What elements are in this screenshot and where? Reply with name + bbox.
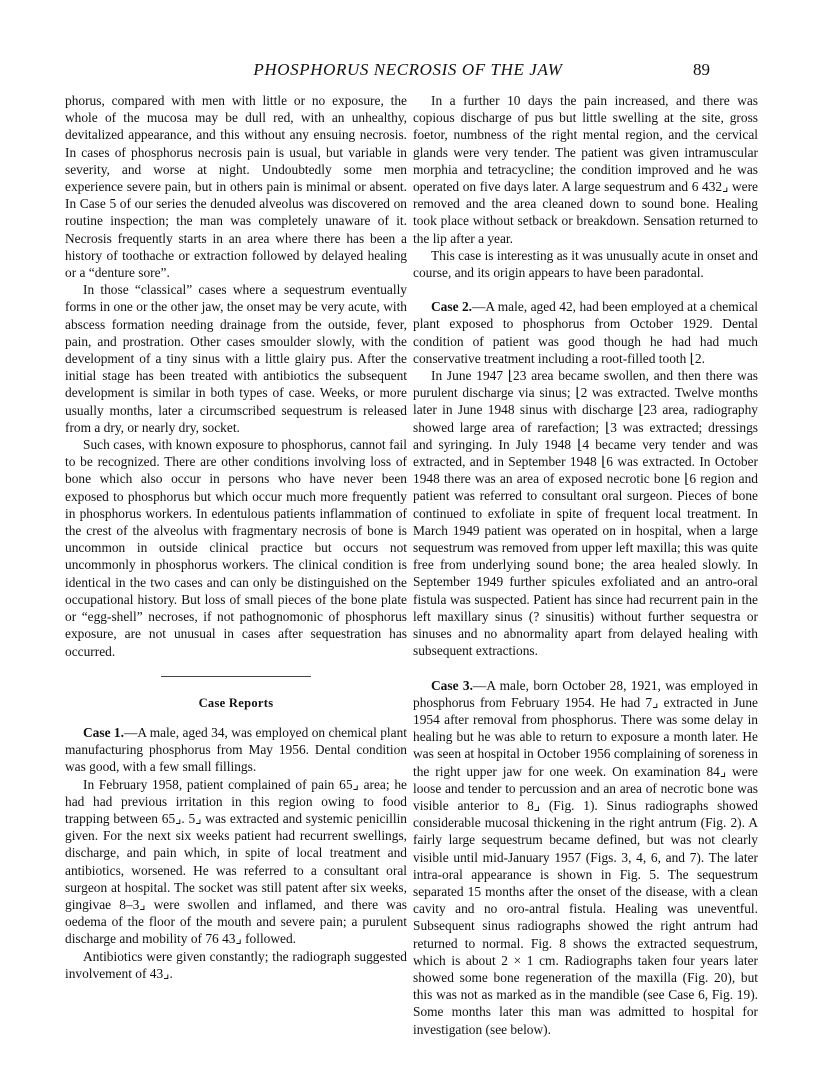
running-title: PHOSPHORUS NECROSIS OF THE JAW [253,60,563,79]
section-heading-case-reports: Case Reports [198,695,274,710]
case1-intro-text: —A male, aged 34, was employed on chemical plant manufacturing phosphorus from May 1956. Dental condition was good, with a few small fillings. [65,724,407,775]
page-number: 89 [693,60,710,79]
case1-history: In February 1958, patient complained of pain 65⌟ area; he had had previous irritation in this region owing to food trapping between 65⌟. 5⌟ was extracted and systemic penicillin given. For the next six weeks patient had recurrent swellings, discharge, and pain which, in spite of local treatment and antibiotics, worsened. He was referred to a consultant oral surgeon at hospital. The socket was still patent after six weeks, gingivae 8–3⌟ were swollen and inflamed, and there was oedema of the floor of the mouth and severe pain; a purulent discharge and mobility of 76 43⌟ followed. [65,776,407,947]
case3-report [413,677,758,1038]
section-divider [161,676,311,677]
case2-intro [413,298,758,367]
case2-history: In June 1947 ⌊23 area became swollen, and then there was purulent discharge via sinus; ⌊2 was extracted. Twelve months later in June 1948 sinus with discharge ⌊23 area, radiography showed large area of rarefaction; ⌊3 was extracted; dressings and syringing. In July 1948 ⌊4 became very tender and was extracted, and in September 1948 ⌊6 was extracted. In October 1948 there was an area of exposed necrotic bone ⌊6 region and patient was referred to consultant oral surgeon. Pieces of bone continued to exfoliate in spite of frequent local treatment. In March 1949 patient was operated on in hospital, when a large sequestrum was removed from upper left maxilla; this was quite free from underlying sound bone; the area healed slowly. In September 1949 further spicules exfoliated and an antro-oral fistula was suspected. Patient has since had recurrent pain in the left maxillary sinus (? sinusitis) without further sequestra or sinuses and no abnormality apart from delayed healing with subsequent extractions. [413,368,758,659]
case1-intro [65,724,407,776]
case2-label: Case 2. [431,299,472,315]
paragraph-exposure-mucosa: phorus, compared with men with little or no exposure, the whole of the mucosa may be dull red, with an unhealthy, devitalized appearance, and this without any ensuing necrosis. In cases of phosphorus necrosis pain is usual, but variable in severity, and worse at night. Undoubtedly some men experience severe pain, but in others pain is minimal or absent. In Case 5 of our series the denuded alveolus was discovered on routine inspection; the man was completely unaware of it. Necrosis frequently starts in an area where there has been a history of toothache or extraction followed by delayed healing or a “denture sore”. [65,93,407,281]
case3-label: Case 3. [431,677,473,693]
case2-intro-text: —A male, aged 42, had been employed at a chemical plant exposed to phosphorus from October 1929. Dental condition of patient was good though he had had much conservative treatment including a root-filled tooth ⌊2. [413,299,758,366]
case3-text: —A male, born October 28, 1921, was employed in phosphorus from February 1954. He had 7⌟ extracted in June 1954 after removal from phosphorus. There was some delay in healing but he was able to return to exposure a month later. He was seen at hospital in October 1956 complaining of soreness in the right upper jaw for one week. On examination 84⌟ were loose and tender to percussion and an area of necrotic bone was visible anterior to 8⌟ (Fig. 1). Sinus radiographs showed considerable mucosal thickening in the right antrum (Fig. 2). A fairly large sequestrum became defined, but was not clearly visible until mid-January 1957 (Figs. 3, 4, 6, and 7). The later intra-oral appearance is shown in Fig. 5. The sequestrum separated 15 months after the onset of the disease, with a clean cavity and no oro-antral fistula. Healing was uneventful. Subsequent sinus radiographs showed the right antrum had returned to normal. Fig. 8 shows the extracted sequestrum, which is about 2 × 1 cm. Radiographs taken four years later showed some bone regeneration of the maxilla (Fig. 20), but this was not as marked as in the mandible (see Case 6, Fig. 19). Some months later this man was admitted to hospital for investigation (see below). [413,677,758,1037]
case1-antibiotics: Antibiotics were given constantly; the radiograph suggested involvement of 43⌟. [65,948,407,981]
page-header [0,60,816,84]
case1-continuation: In a further 10 days the pain increased, and there was copious discharge of pus but little swelling at the site, gross foetor, numbness of the right mental region, and the cervical glands were very tender. The patient was given intramuscular morphia and tetracycline; the condition improved and he was operated on five days later. A large sequestrum and 6 432⌟ were removed and the area cleaned down to sound bone. Healing took place without setback or breakdown. Sensation returned to the lip after a year. [413,93,758,246]
right-column [413,92,758,1038]
case1-label: Case 1. [83,724,124,740]
paragraph-recognition: Such cases, with known exposure to phosphorus, cannot fail to be recognized. There are other conditions involving loss of bone which also occur in persons who have never been exposed to phosphorus but which occur much more frequently in phosphorus workers. In edentulous patients inflammation of the crest of the alveolus with fragmentary necrosis of bone is uncommon in outside clinical practice but occurs not uncommonly in phosphorus workers. The clinical condition is identical in the two cases and can only be distinguished on the occupational history. But loss of small pieces of the bone plate or “egg-shell” necroses, if not pathognomonic of phosphorus exposure, are not unusual in cases after sequestration has occurred. [65,437,407,659]
case1-comment: This case is interesting as it was unusually acute in onset and course, and its origin appears to have been paradontal. [413,247,758,281]
left-column [65,92,407,982]
paragraph-classical-cases: In those “classical” cases where a sequestrum eventually forms in one or the other jaw, the onset may be very acute, with abscess formation needing drainage from the outside, fever, pain, and prostration. Other cases smoulder slowly, with the development of a tiny sinus with a little glairy pus. After the initial stage has been treated with antibiotics the subsequent development is similar in both types of case. Weeks, or more usually months, later a circumscribed sequestrum is released from a dry, or nearly dry, socket. [65,282,407,435]
